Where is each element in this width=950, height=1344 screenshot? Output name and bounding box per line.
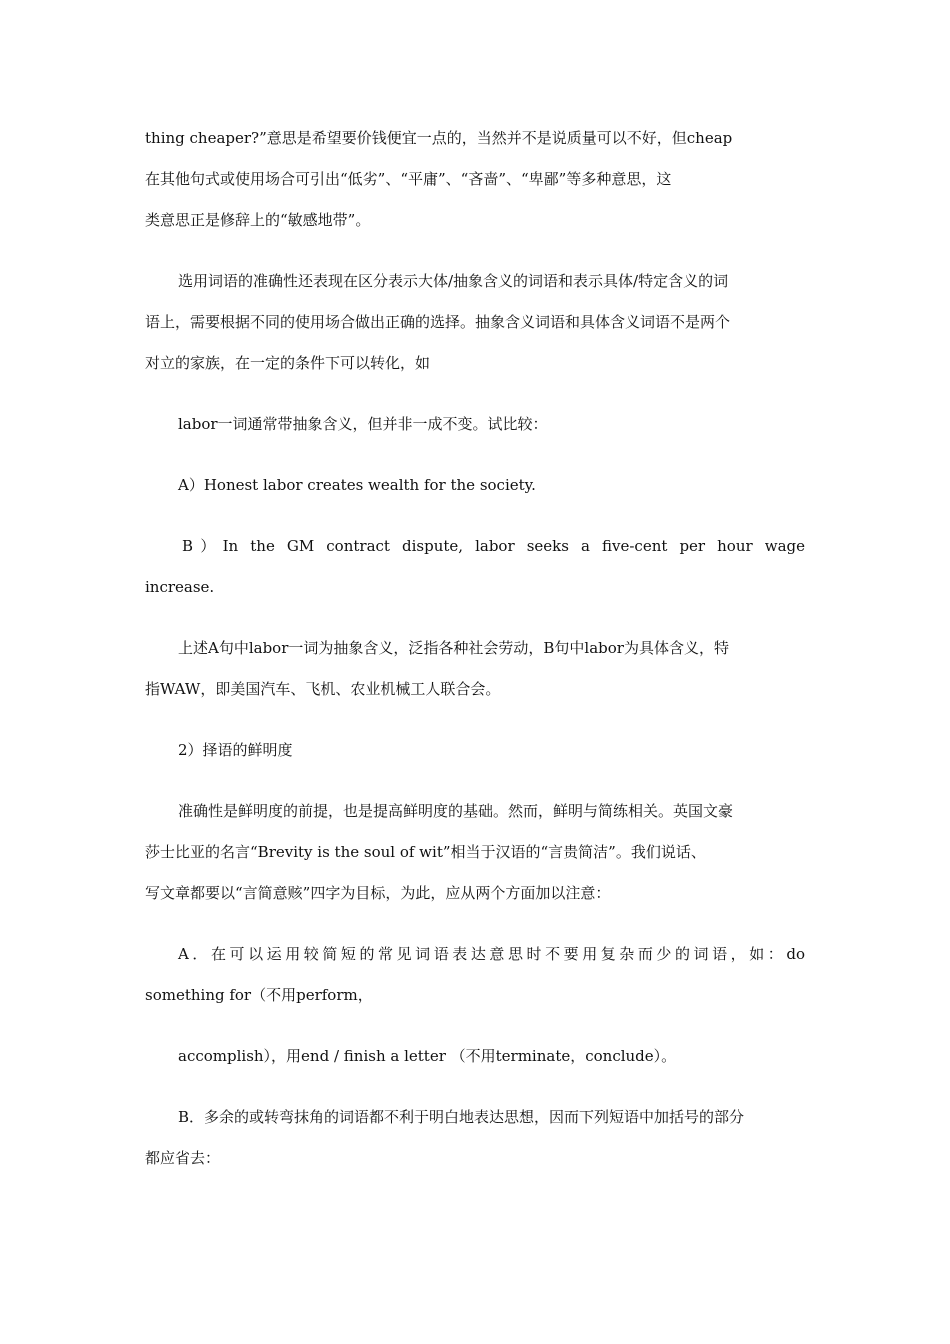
paragraph-7-line-1: 准确性是鲜明度的前提，也是提高鲜明度的基础。然而，鲜明与简练相关。英国文豪 bbox=[178, 802, 734, 820]
paragraph-1-line-1: thing cheaper?”意思是希望要价钱便宜一点的，当然并不是说质量可以不好，但cheap bbox=[145, 129, 733, 147]
paragraph-5-line-2: 指WAW，即美国汽车、飞机、农业机械工人联合会。 bbox=[145, 680, 501, 698]
example-b-sentence-line-1: B）In the GM contract dispute, labor seeks a five-cent per hour wage bbox=[182, 537, 805, 555]
paragraph-2-line-3: 对立的家族，在一定的条件下可以转化，如 bbox=[145, 354, 431, 372]
paragraph-2-line-2: 语上，需要根据不同的使用场合做出正确的选择。抽象含义词语和具体含义词语不是两个 bbox=[145, 313, 731, 331]
paragraph-2-line-1: 选用词语的准确性还表现在区分表示大体/抽象含义的词语和表示具体/特定含义的词 bbox=[178, 272, 729, 290]
example-a-sentence: A）Honest labor creates wealth for the society. bbox=[178, 476, 536, 494]
paragraph-1-line-3: 类意思正是修辞上的“敏感地带”。 bbox=[145, 211, 371, 229]
point-b-line-1: B．多余的或转弯抹角的词语都不利于明白地表达思想，因而下列短语中加括号的部分 bbox=[178, 1108, 745, 1126]
paragraph-3-line-1: labor一词通常带抽象含义，但并非一成不变。试比较： bbox=[178, 415, 548, 433]
paragraph-7-line-2: 莎士比亚的名言“Brevity is the soul of wit”相当于汉语的“言贵简洁”。我们说话、 bbox=[145, 843, 706, 861]
point-a-continuation: accomplish），用end / finish a letter （不用terminate，conclude）。 bbox=[178, 1047, 677, 1065]
point-a-line-1: A．在可以运用较简短的常见词语表达意思时不要用复杂而少的词语，如：do bbox=[178, 945, 805, 963]
paragraph-7-line-3: 写文章都要以“言简意赅”四字为目标，为此，应从两个方面加以注意： bbox=[145, 884, 611, 902]
section-heading: 2）择语的鲜明度 bbox=[178, 741, 293, 759]
example-b-sentence-line-2: increase. bbox=[145, 578, 215, 596]
paragraph-1-line-2: 在其他句式或使用场合可引出“低劣”、“平庸”、“吝啬”、“卑鄙”等多种意思，这 bbox=[145, 170, 672, 188]
paragraph-5-line-1: 上述A句中labor一词为抽象含义，泛指各种社会劳动，B句中labor为具体含义，特 bbox=[178, 639, 729, 657]
point-b-line-2: 都应省去： bbox=[145, 1149, 221, 1167]
point-a-line-2: something for（不用perform， bbox=[145, 986, 373, 1004]
